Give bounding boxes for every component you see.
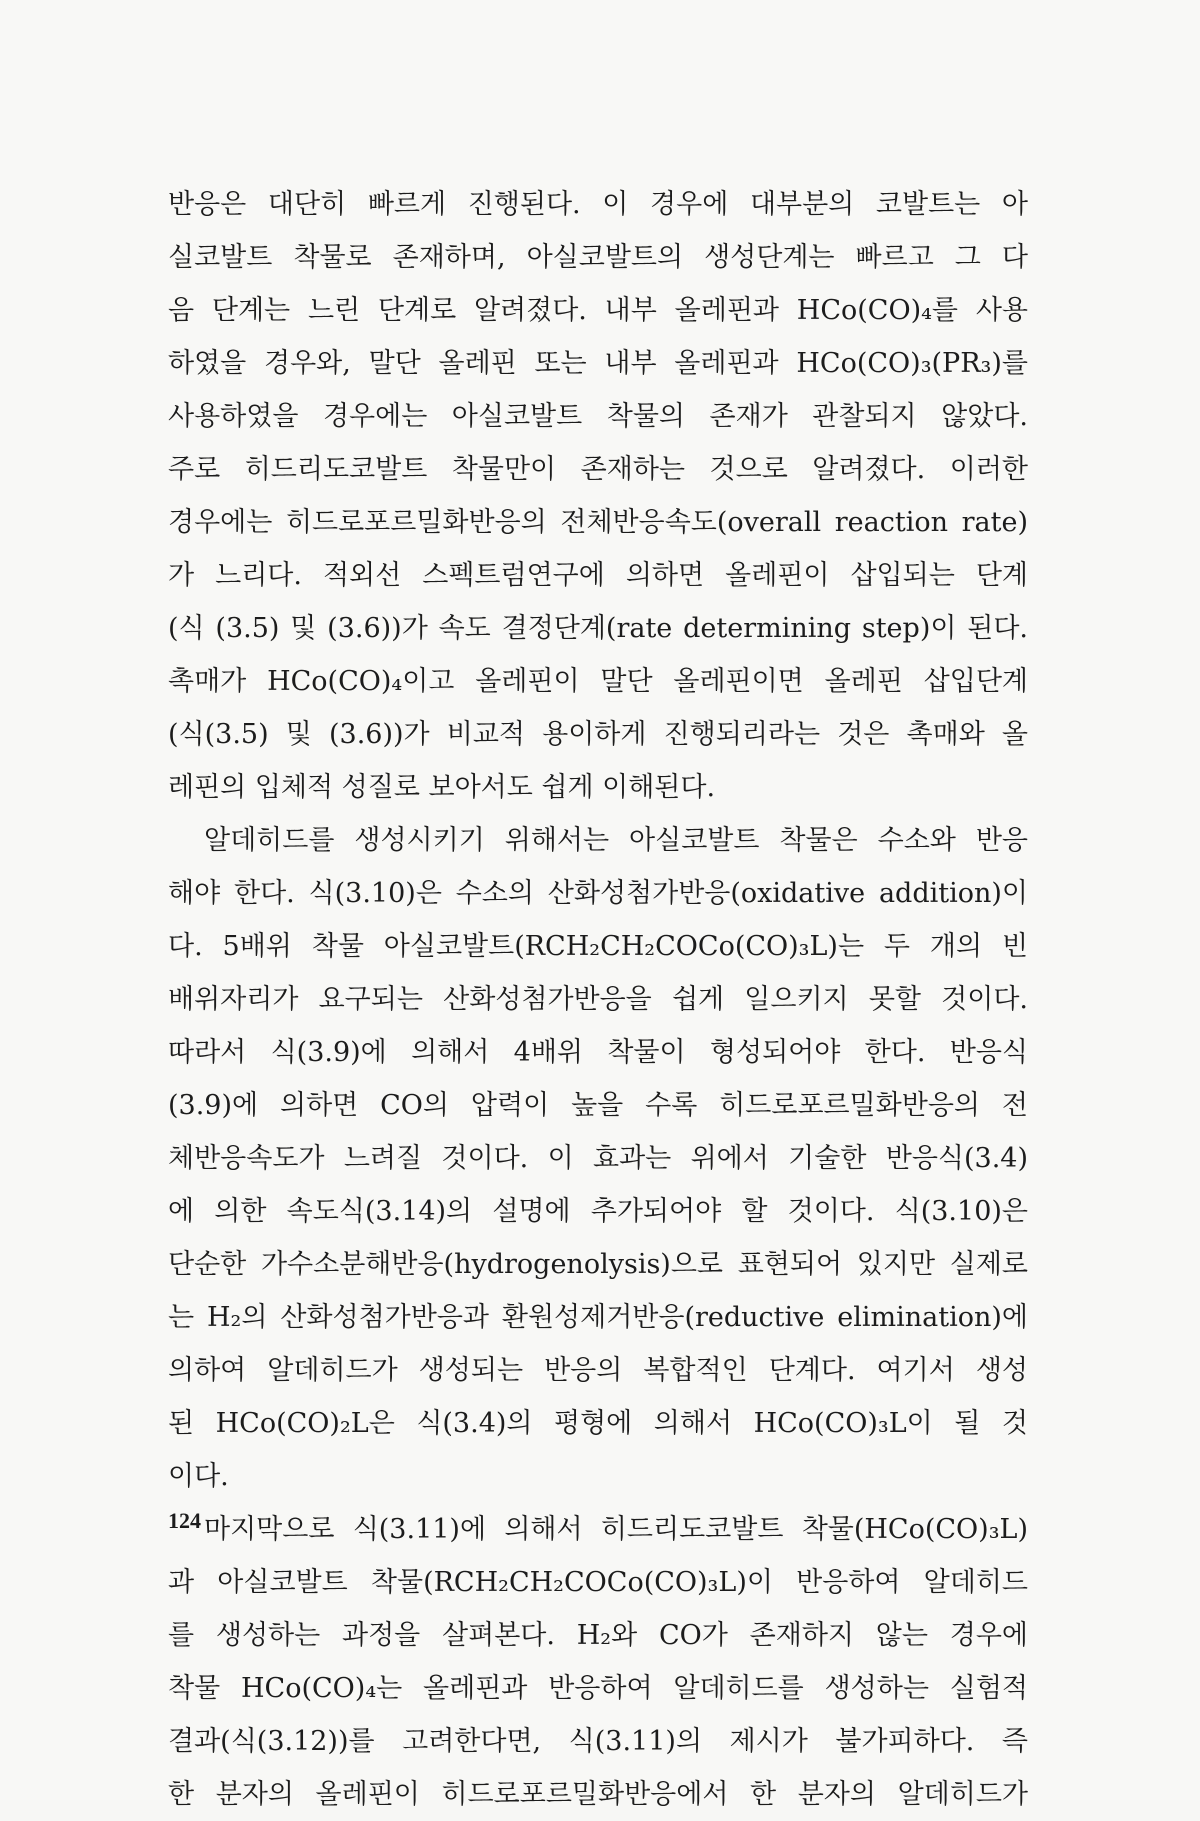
text-line: 사용하였을 경우에는 아실코발트 착물의 존재가 관찰되지 않았다. xyxy=(168,401,1028,432)
body-text xyxy=(168,178,1028,1821)
paragraph xyxy=(168,814,1028,1503)
text-line: 따라서 식(3.9)에 의해서 4배위 착물이 형성되어야 한다. 반응식 xyxy=(168,1037,1028,1068)
text-line: 착물 HCo(CO)₄는 올레핀과 반응하여 알데히드를 생성하는 실험적 xyxy=(168,1673,1028,1704)
text-line: 결과(식(3.12))를 고려한다면, 식(3.11)의 제시가 불가피하다. 즉 xyxy=(168,1726,1028,1757)
text-line: 체반응속도가 느려질 것이다. 이 효과는 위에서 기술한 반응식(3.4) xyxy=(168,1143,1028,1174)
text-line: 경우에는 히드로포르밀화반응의 전체반응속도(overall reaction rate) xyxy=(168,507,1028,538)
text-line: 한 분자의 올레핀이 히드로포르밀화반응에서 한 분자의 알데히드가 xyxy=(168,1779,1028,1810)
text-line: 알데히드를 생성시키기 위해서는 아실코발트 착물은 수소와 반응 xyxy=(204,825,1028,856)
page-number: 124 xyxy=(168,1508,201,1533)
text-line: 배위자리가 요구되는 산화성첨가반응을 쉽게 일으키지 못할 것이다. xyxy=(168,984,1028,1015)
text-line: (식 (3.5) 및 (3.6))가 속도 결정단계(rate determining step)이 된다. xyxy=(168,613,1028,644)
text-line: 해야 한다. 식(3.10)은 수소의 산화성첨가반응(oxidative addition)이 xyxy=(168,878,1028,909)
text-line: 다. 5배위 착물 아실코발트(RCH₂CH₂COCo(CO)₃L)는 두 개의 빈 xyxy=(168,931,1028,962)
text-line: 는 H₂의 산화성첨가반응과 환원성제거반응(reductive elimination)에 xyxy=(168,1302,1028,1333)
text-line: 가 느리다. 적외선 스펙트럼연구에 의하면 올레핀이 삽입되는 단계 xyxy=(168,560,1028,591)
text-line: 를 생성하는 과정을 살펴본다. H₂와 CO가 존재하지 않는 경우에 xyxy=(168,1620,1028,1651)
paragraph xyxy=(168,178,1028,814)
text-line: 과 아실코발트 착물(RCH₂CH₂COCo(CO)₃L)이 반응하여 알데히드 xyxy=(168,1567,1028,1598)
text-line: 된 HCo(CO)₂L은 식(3.4)의 평형에 의해서 HCo(CO)₃L이 될 것 xyxy=(168,1408,1028,1439)
text-line: 단순한 가수소분해반응(hydrogenolysis)으로 표현되어 있지만 실제로 xyxy=(168,1249,1028,1280)
text-line: 실코발트 착물로 존재하며, 아실코발트의 생성단계는 빠르고 그 다 xyxy=(168,242,1028,273)
text-line: (3.9)에 의하면 CO의 압력이 높을 수록 히드로포르밀화반응의 전 xyxy=(168,1090,1028,1121)
text-line: 마지막으로 식(3.11)에 의해서 히드리도코발트 착물(HCo(CO)₃L) xyxy=(204,1514,1028,1545)
text-line: 반응은 대단히 빠르게 진행된다. 이 경우에 대부분의 코발트는 아 xyxy=(168,189,1028,220)
text-line: 주로 히드리도코발트 착물만이 존재하는 것으로 알려졌다. 이러한 xyxy=(168,454,1028,485)
text-line: 촉매가 HCo(CO)₄이고 올레핀이 말단 올레핀이면 올레핀 삽입단계 xyxy=(168,666,1028,697)
text-line: 음 단계는 느린 단계로 알려졌다. 내부 올레핀과 HCo(CO)₄를 사용 xyxy=(168,295,1028,326)
paragraph xyxy=(168,1503,1028,1821)
text-line: 의하여 알데히드가 생성되는 반응의 복합적인 단계다. 여기서 생성 xyxy=(168,1355,1028,1386)
text-line: 에 의한 속도식(3.14)의 설명에 추가되어야 할 것이다. 식(3.10)은 xyxy=(168,1196,1028,1227)
text-line: 하였을 경우와, 말단 올레핀 또는 내부 올레핀과 HCo(CO)₃(PR₃)를 xyxy=(168,348,1028,379)
text-line: 레핀의 입체적 성질로 보아서도 쉽게 이해된다. xyxy=(168,772,716,803)
text-line: (식(3.5) 및 (3.6))가 비교적 용이하게 진행되리라는 것은 촉매와 올 xyxy=(168,719,1028,750)
text-line: 이다. xyxy=(168,1461,229,1492)
